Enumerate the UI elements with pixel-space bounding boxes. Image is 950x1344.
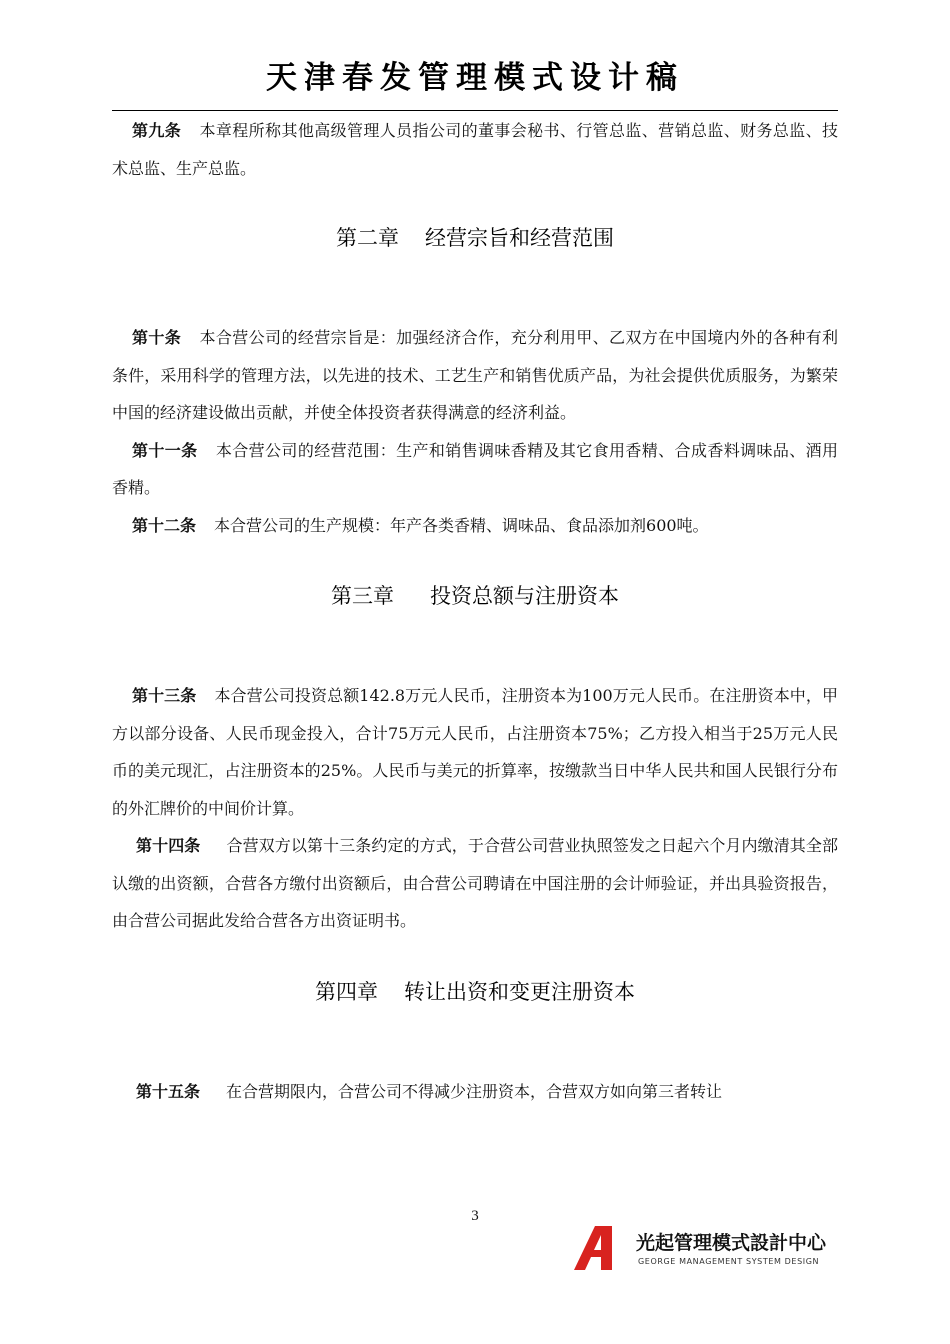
document-title: 天津春发管理模式设计稿 (266, 60, 684, 96)
footer-logo (574, 1226, 840, 1272)
article-9-label: 第九条 (132, 121, 182, 140)
article-12-label: 第十二条 (132, 515, 197, 535)
chapter-2-heading (112, 222, 838, 252)
article-11 (112, 432, 838, 507)
chapter-4-number: 第四章 (315, 979, 378, 1004)
chapter-2-title: 经营宗旨和经营范围 (425, 226, 614, 250)
chapter-3-number: 第三章 (331, 584, 394, 608)
article-10-label: 第十条 (132, 328, 182, 347)
page-number: 3 (471, 1208, 479, 1224)
article-9-text: 本章程所称其他高级管理人员指公司的董事会秘书、行管总监、营销总监、财务总监、技术总监、生产总监。 (112, 121, 838, 178)
article-13 (112, 677, 838, 827)
article-9 (112, 112, 838, 187)
article-14-text: 合营双方以第十三条约定的方式，于合营公司营业执照签发之日起六个月内缴清其全部认缴的出资额，合营各方缴付出资额后，由合营公司聘请在中国注册的会计师验证，并出具验资报告，由合营公司据此发给合营各方出资证明书。 (112, 836, 838, 930)
chapter-4-title: 转让出资和变更注册资本 (404, 979, 635, 1004)
article-11-text: 本合营公司的经营范围：生产和销售调味香精及其它食用香精、合成香料调味品、酒用香精。 (112, 440, 838, 497)
article-15 (112, 1073, 838, 1111)
article-11-label: 第十一条 (132, 440, 198, 460)
article-12 (112, 507, 838, 545)
chapter-4-heading (112, 976, 838, 1006)
document-body (112, 112, 838, 1110)
article-12-text: 本合营公司的生产规模：年产各类香精、调味品、食品添加剂600吨。 (214, 515, 709, 535)
A-logo-icon (574, 1226, 630, 1270)
article-15-label: 第十五条 (136, 1081, 201, 1101)
chapter-3-heading (112, 580, 838, 610)
article-15-text: 在合营期限内，合营公司不得减少注册资本，合营双方如向第三者转让 (226, 1081, 723, 1101)
chapter-2-number: 第二章 (336, 226, 399, 250)
logo-name-cn: 光起管理模式設計中心 (636, 1232, 827, 1254)
chapter-3-title: 投资总额与注册资本 (430, 584, 619, 608)
logo-a-shape (574, 1226, 612, 1270)
article-13-label: 第十三条 (132, 686, 197, 705)
logo-name-en: GEORGE MANAGEMENT SYSTEM DESIGN (638, 1257, 820, 1266)
article-14-label: 第十四条 (136, 836, 201, 855)
article-14 (112, 827, 838, 940)
article-13-text: 本合营公司投资总额142.8万元人民币，注册资本为100万元人民币。在注册资本中，甲方以部分设备、人民币现金投入，合计75万元人民币，占注册资本75%；乙方投入相当于25万元人民币的美元现汇，占注册资本的25%。人民币与美元的折算率，按缴款当日中华人民共和国人民银行分布的外汇牌价的中间价计算。 (112, 686, 838, 818)
article-10-text: 本合营公司的经营宗旨是：加强经济合作，充分利用甲、乙双方在中国境内外的各种有利条件，采用科学的管理方法，以先进的技术、工艺生产和销售优质产品，为社会提供优质服务，为繁荣中国的经济建设做出贡献，并使全体投资者获得满意的经济利益。 (112, 328, 838, 422)
header-divider (112, 110, 838, 111)
article-10 (112, 319, 838, 432)
